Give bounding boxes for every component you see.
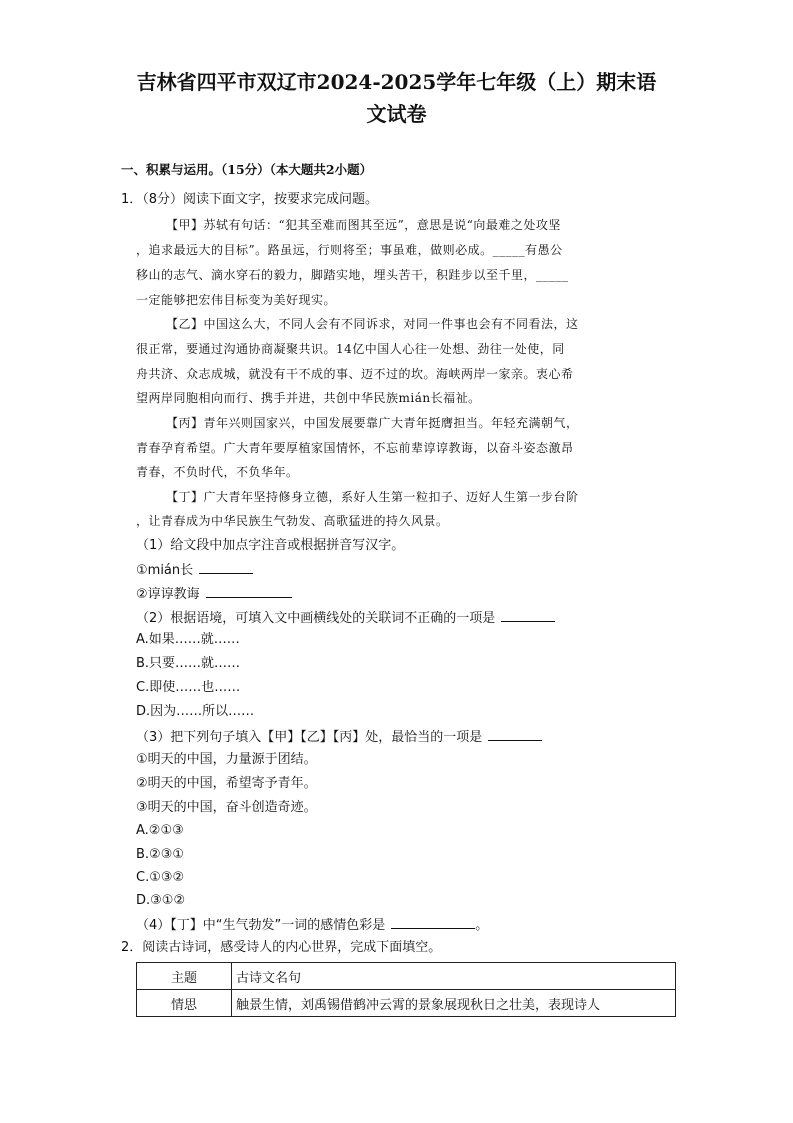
passage-line: 移山的志气、滴水穿石的毅力，脚踏实地，埋头苦干，积跬步以至千里，_____ [136, 268, 569, 282]
sentence-1: ①明天的中国，力量源于团结。 [136, 752, 317, 767]
subquestion-1-stem: （1）给文段中加点字注音或根据拼音写汉字。 [136, 538, 405, 553]
option-b[interactable]: B.②③① [136, 847, 185, 862]
title-line-2: 文试卷 [366, 102, 427, 126]
stem-text: （4）【丁】中“生气勃发”一词的感情色彩是 [136, 918, 386, 933]
option-a[interactable]: A.如果……就…… [136, 632, 240, 647]
sentence-2: ②明天的中国，希望寄予青年。 [136, 776, 317, 791]
passage-line: 【甲】苏轼有句话：“犯其至难而图其至远”，意思是说“向最难之处攻坚 [166, 218, 561, 232]
subquestion-1-item-2 [136, 583, 292, 605]
passage-line: 一定能够把宏伟目标变为美好现实。 [136, 293, 337, 307]
subquestion-1-item-1 [136, 559, 253, 581]
passage-line: 【丙】青年兴则国家兴，中国发展要靠广大青年挺膺担当。年轻充满朝气， [166, 416, 579, 430]
table-header-cell: 古诗文名句 [232, 963, 676, 990]
table-row [137, 990, 676, 1017]
passage-line: 望两岸同胞相向而行、携手并进，共创中华民族mián长福祉。 [136, 391, 481, 405]
question-2-stem: 2．阅读古诗词，感受诗人的内心世界，完成下面填空。 [121, 940, 442, 955]
title-line-1: 吉林省四平市双辽市2024-2025学年七年级（上）期末语 [136, 70, 657, 94]
table-header-cell: 主题 [137, 963, 232, 990]
stem-end: 。 [475, 918, 489, 933]
section-heading: 一、积累与运用。（15分）（本大题共2小题） [121, 162, 373, 177]
passage-line: 很正常，要通过沟通协商凝聚共识。14亿中国人心往一处想、劲往一处使，同 [136, 342, 565, 356]
stem-text: （3）把下列句子填入【甲】【乙】【丙】处，最恰当的一项是 [136, 730, 483, 745]
answer-blank[interactable] [199, 559, 253, 574]
passage-line: 舟共济、众志成城，就没有干不成的事、迈不过的坎。海峡两岸一家亲。衷心希 [136, 367, 574, 381]
option-c[interactable]: C.即使……也…… [136, 680, 241, 695]
passage-line: ，让青春成为中华民族生气勃发、高歌猛进的持久风景。 [136, 514, 449, 528]
stem-text: （2）根据语境，可填入文中画横线处的关联词不正确的一项是 [136, 611, 496, 626]
answer-blank[interactable] [488, 726, 542, 741]
option-a[interactable]: A.②①③ [136, 823, 184, 838]
option-d[interactable]: D.③①② [136, 893, 186, 908]
table-row [137, 963, 676, 990]
subquestion-2-stem [136, 607, 555, 629]
item-text: ②谆谆教诲 [136, 587, 200, 602]
passage-line: 青春，不负时代，不负华年。 [136, 465, 299, 479]
sentence-3: ③明天的中国，奋斗创造奇迹。 [136, 800, 317, 815]
passage-line: ，追求最远大的目标”。路虽远，行则将至；事虽难，做则必成。_____有愚公 [136, 243, 563, 257]
question-1-stem: 1．（8分）阅读下面文字，按要求完成问题。 [121, 192, 379, 207]
answer-blank[interactable] [206, 583, 292, 598]
table-cell: 情思 [137, 990, 232, 1017]
option-d[interactable]: D.因为……所以…… [136, 704, 255, 719]
passage-line: 【丁】广大青年坚持修身立德，系好人生第一粒扣子、迈好人生第一步台阶 [166, 490, 579, 504]
poetry-table [136, 962, 676, 1017]
document-title [90, 66, 703, 130]
table-cell: 触景生情，刘禹锡借鹤冲云霄的景象展现秋日之壮美，表现诗人 [232, 990, 676, 1017]
item-text: ①mián长 [136, 563, 194, 578]
answer-blank[interactable] [501, 607, 555, 622]
option-b[interactable]: B.只要……就…… [136, 656, 241, 671]
answer-blank[interactable] [391, 914, 475, 929]
option-c[interactable]: C.①③② [136, 870, 185, 885]
passage-line: 青春孕育希望。广大青年要厚植家国情怀，不忘前辈谆谆教诲，以奋斗姿态激昂 [136, 441, 574, 455]
subquestion-3-stem [136, 726, 542, 748]
passage-line: 【乙】中国这么大，不同人会有不同诉求，对同一件事也会有不同看法，这 [166, 317, 579, 331]
subquestion-4-stem [136, 914, 488, 936]
